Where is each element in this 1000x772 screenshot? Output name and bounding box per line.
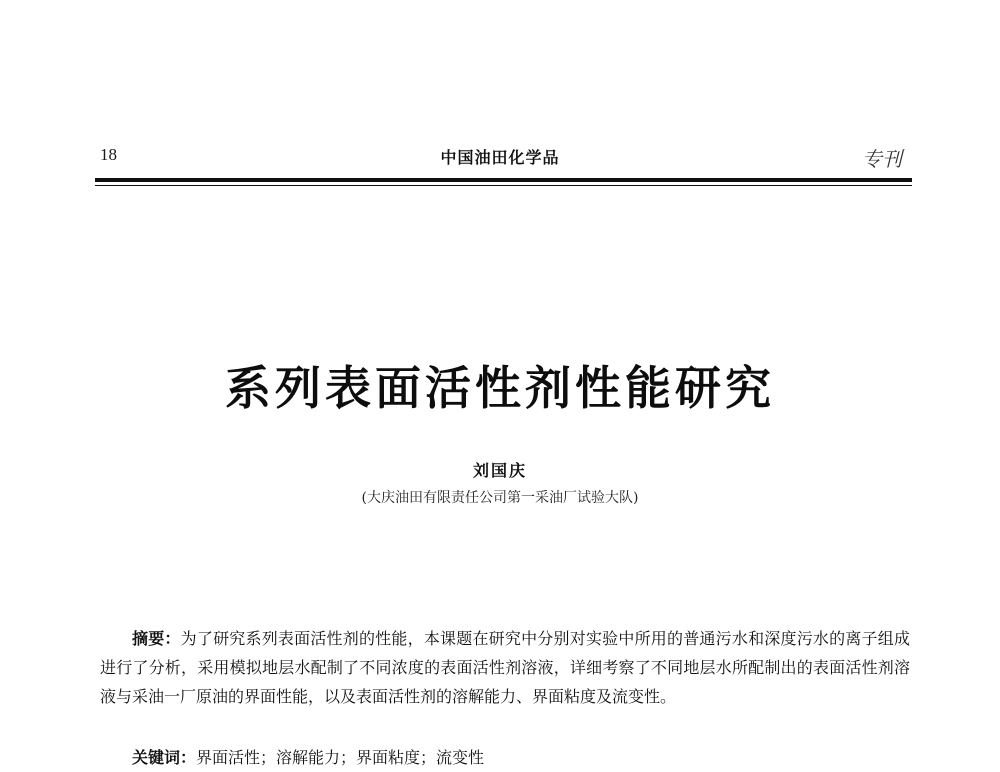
page-number: 18	[100, 145, 117, 164]
header-rule-thick	[95, 178, 912, 182]
author-name: 刘国庆	[472, 461, 527, 480]
abstract-text: 为了研究系列表面活性剂的性能，本课题在研究中分别对实验中所用的普通污水和深度污水的离子组成进行了分析，采用模拟地层水配制了不同浓度的表面活性剂溶液，详细考察了不同地层水所配制出的表面活性剂溶液与采油一厂原油的界面性能，以及表面活性剂的溶解能力、界面粘度及流变性。	[100, 629, 910, 706]
keywords-text: 界面活性；溶解能力；界面粘度；流变性	[196, 748, 485, 767]
author-affiliation: (大庆油田有限责任公司第一采油厂试验大队)	[361, 490, 639, 506]
keywords-label: 关键词：	[132, 748, 197, 767]
abstract-label: 摘要：	[132, 629, 181, 648]
issue-label: 专刊	[862, 147, 902, 171]
article-title: 系列表面活性剂性能研究	[225, 361, 775, 415]
journal-name: 中国油田化学品	[440, 148, 560, 167]
header-rule-thin	[95, 185, 912, 186]
abstract	[100, 624, 910, 711]
keywords	[100, 743, 910, 772]
